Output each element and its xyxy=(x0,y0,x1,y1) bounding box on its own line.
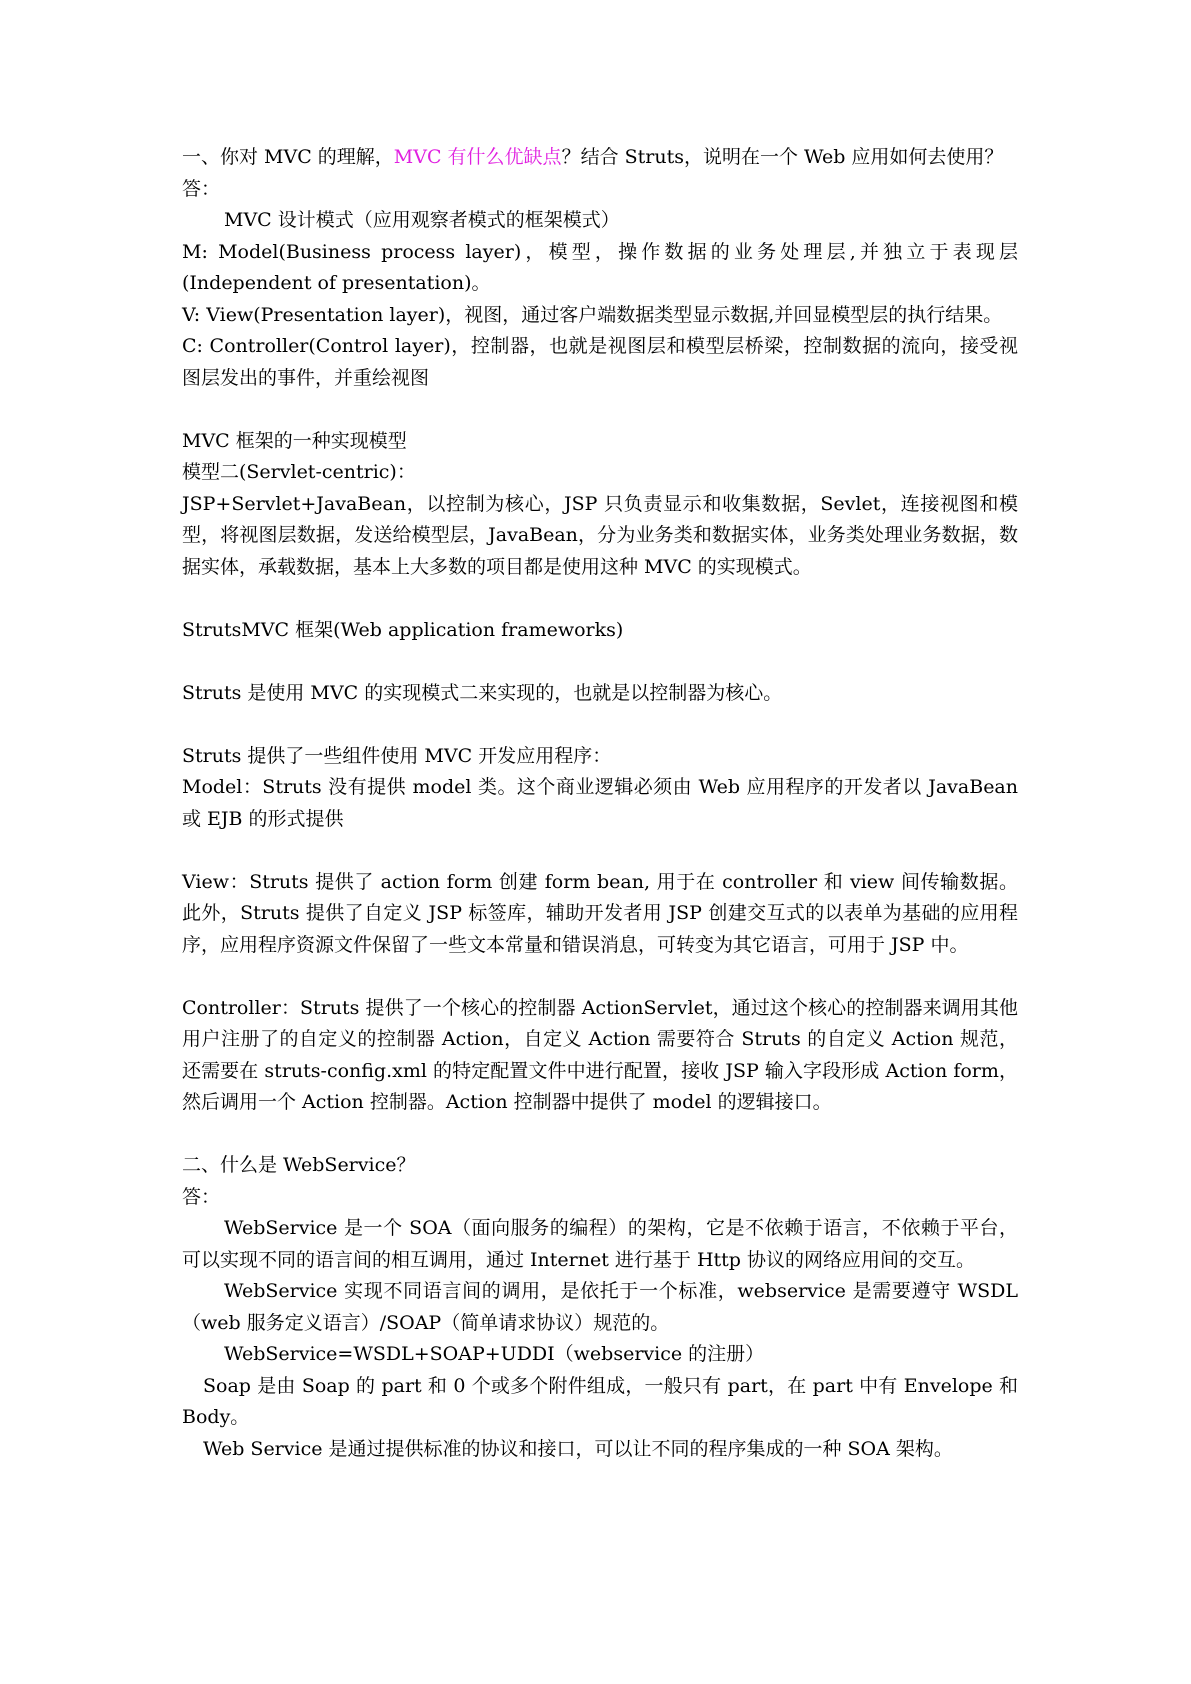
mvc-model-line: M: Model(Business process layer)，模型，操作数据的业务处理层,并独立于表现层(Independent of presentation)。 xyxy=(182,240,1018,294)
q1-title-post: ？结合 Struts，说明在一个 Web 应用如何去使用？ xyxy=(561,146,1004,168)
struts-impl: Struts 是使用 MVC 的实现模式二来实现的，也就是以控制器为核心。 xyxy=(182,681,783,704)
mvc-controller-line: C: Controller(Control layer)，控制器，也就是视图层和模型层桥梁，控制数据的流向，接受视图层发出的事件，并重绘视图 xyxy=(182,335,1018,389)
struts-mvc-title: StrutsMVC 框架(Web application frameworks) xyxy=(182,618,624,641)
mvc-design-pattern-title: MVC 设计模式（应用观察者模式的框架模式） xyxy=(224,209,620,231)
mvc-impl-title: MVC 框架的一种实现模型 xyxy=(182,429,407,452)
q2-title: 二、什么是 WebService？ xyxy=(182,1154,416,1176)
document-page xyxy=(182,142,1018,1465)
spacer xyxy=(182,709,1018,741)
spacer xyxy=(182,835,1018,867)
q1-title-pre: 一、你对 MVC 的理解， xyxy=(182,146,394,168)
spacer xyxy=(182,394,1018,426)
q1-answer-label: 答： xyxy=(182,177,221,200)
struts-view: View：Struts 提供了 action form 创建 form bean, 用于在 controller 和 view 间传输数据。此外，Struts 提供了自定义 JSP 标签库，辅助开发者用 JSP 创建交互式的以表单为基础的应用程序，应用程序资源文件保留了一些文本常量和错误消息，可转变为其它语言，可用于 JSP 中。 xyxy=(182,870,1018,956)
spacer xyxy=(182,1119,1018,1151)
spacer xyxy=(182,646,1018,678)
spacer xyxy=(182,583,1018,615)
model2-description: JSP+Servlet+JavaBean，以控制为核心，JSP 只负责显示和收集数据，Sevlet，连接视图和模型，将视图层数据，发送给模型层，JavaBean，分为业务类和数据实体，业务类处理业务数据，数据实体，承载数据，基本上大多数的项目都是使用这种 MVC 的实现模式。 xyxy=(182,492,1018,578)
mvc-view-line: V: View(Presentation layer)，视图，通过客户端数据类型显示数据,并回显模型层的执行结果。 xyxy=(182,303,1003,326)
q1-title xyxy=(182,142,1018,174)
q2-answer-label: 答： xyxy=(182,1185,221,1208)
webservice-paragraph-2: WebService 实现不同语言间的调用，是依托于一个标准，webservice 是需要遵守 WSDL（web 服务定义语言）/SOAP（简单请求协议）规范的。 xyxy=(182,1280,1018,1334)
spacer xyxy=(182,961,1018,993)
struts-components-intro: Struts 提供了一些组件使用 MVC 开发应用程序： xyxy=(182,744,612,767)
q1-title-highlight: MVC 有什么优缺点 xyxy=(393,146,562,168)
struts-controller: Controller：Struts 提供了一个核心的控制器 ActionServlet，通过这个核心的控制器来调用其他用户注册了的自定义的控制器 Action，自定义 Action 需要符合 Struts 的自定义 Action 规范，还需要在 struts-config.xml 的特定配置文件中进行配置，接收 JSP 输入字段形成 Action form，然后调用一个 Action 控制器。Action 控制器中提供了 model 的逻辑接口。 xyxy=(182,996,1018,1113)
webservice-paragraph-3: WebService=WSDL+SOAP+UDDI（webservice 的注册） xyxy=(224,1343,765,1365)
struts-model: Model：Struts 没有提供 model 类。这个商业逻辑必须由 Web 应用程序的开发者以 JavaBean 或 EJB 的形式提供 xyxy=(182,776,1018,830)
webservice-paragraph-1: WebService 是一个 SOA（面向服务的编程）的架构，它是不依赖于语言，不依赖于平台，可以实现不同的语言间的相互调用，通过 Internet 进行基于 Http 协议的网络应用间的交互。 xyxy=(182,1217,1018,1271)
webservice-paragraph-5: Web Service 是通过提供标准的协议和接口，可以让不同的程序集成的一种 SOA 架构。 xyxy=(203,1437,953,1460)
model2-title: 模型二(Servlet-centric)： xyxy=(182,461,416,483)
webservice-paragraph-4: Soap 是由 Soap 的 part 和 0 个或多个附件组成，一般只有 part，在 part 中有 Envelope 和 Body。 xyxy=(182,1374,1018,1428)
